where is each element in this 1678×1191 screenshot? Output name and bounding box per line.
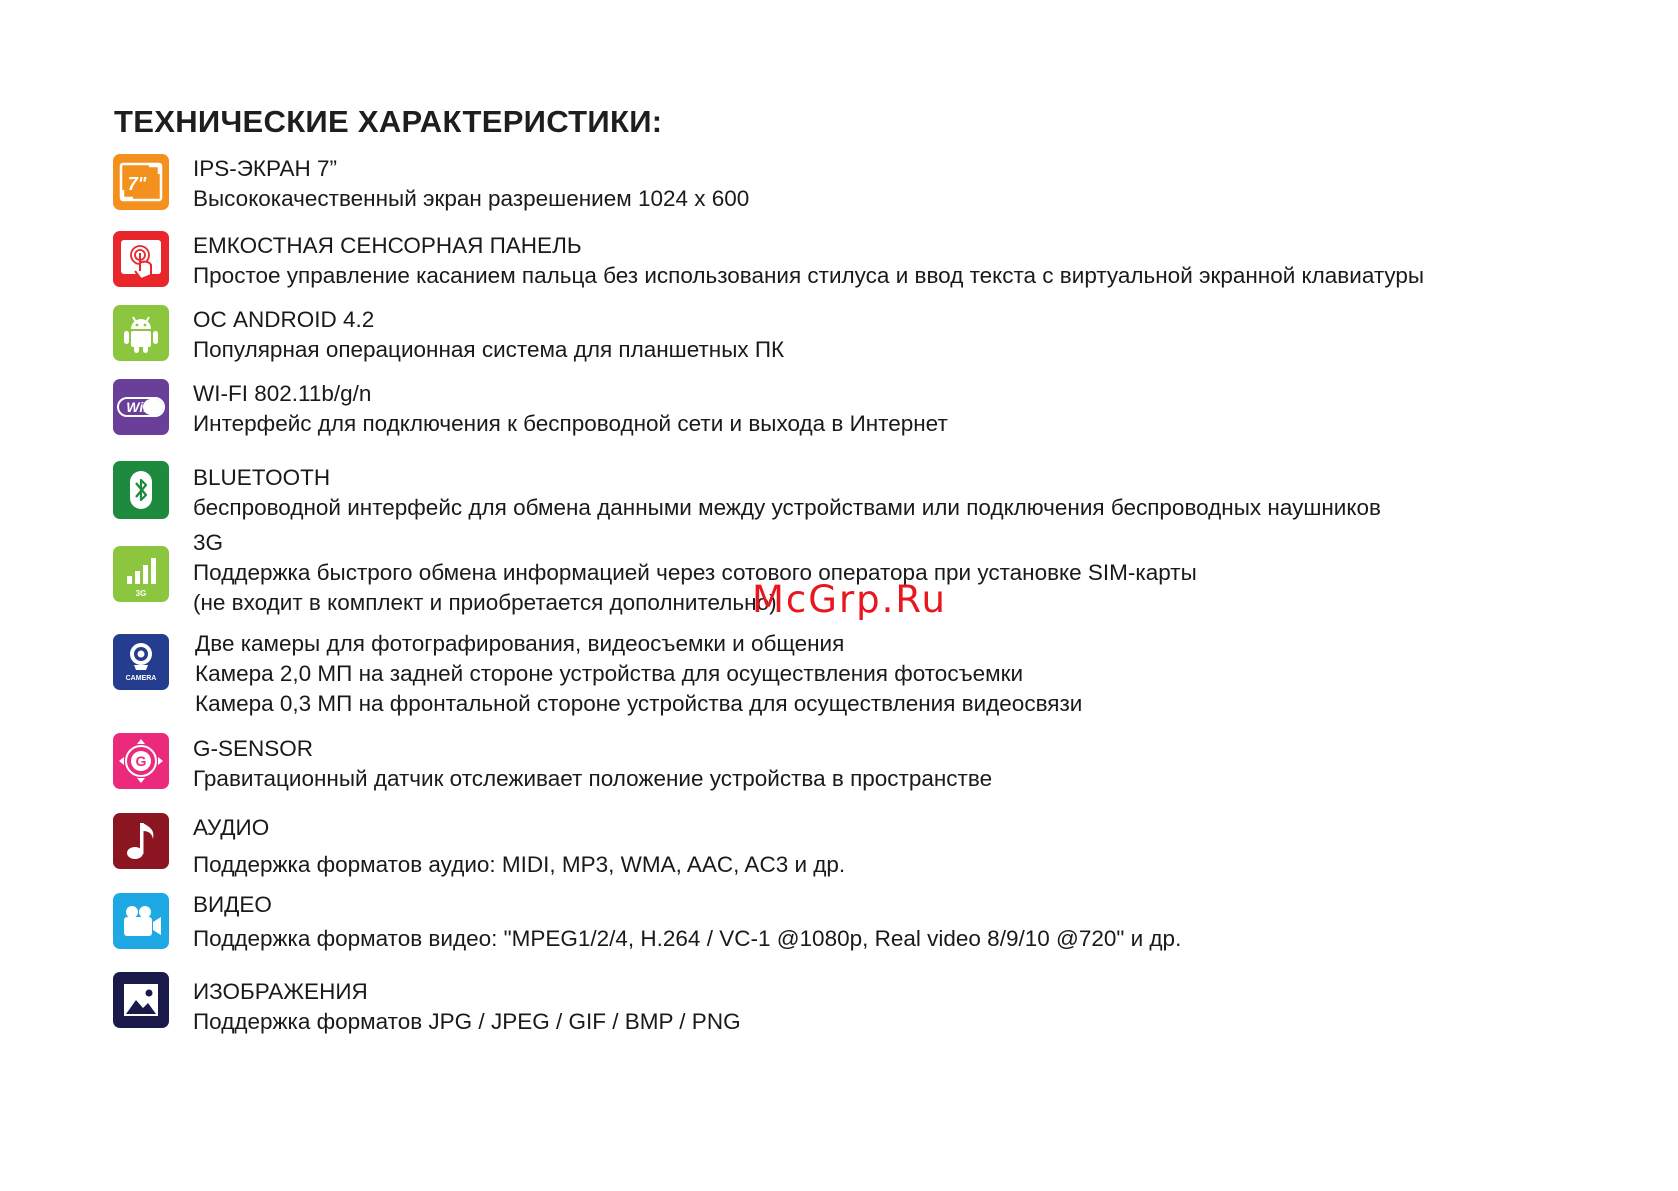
video-camera-icon	[113, 893, 169, 949]
wifi-icon	[113, 379, 169, 435]
feature-text	[193, 528, 1197, 618]
feature-text	[193, 154, 749, 214]
g-sensor-icon-text: G	[135, 753, 147, 769]
feature-description: (не входит в комплект и приобретается дополнительно)	[193, 590, 777, 615]
feature-heading: ОС ANDROID 4.2	[193, 307, 375, 332]
signal-3g-icon	[113, 546, 169, 602]
feature-description: Поддержка быстрого обмена информацией через сотового оператора при установке SIM-карты	[193, 560, 1197, 585]
image-icon	[113, 972, 169, 1028]
feature-description: Интерфейс для подключения к беспроводной сети и выхода в Интернет	[193, 411, 948, 436]
feature-text	[193, 809, 845, 883]
feature-text	[193, 305, 784, 365]
signal-3g-icon-text: 3G	[135, 589, 147, 598]
camera-icon	[113, 634, 169, 690]
feature-heading: G-SENSOR	[193, 736, 314, 761]
feature-description: Поддержка форматов аудио: MIDI, MP3, WMA, AAC, AC3 и др.	[193, 852, 846, 877]
feature-heading: АУДИО	[193, 815, 270, 840]
feature-text	[193, 463, 1381, 523]
feature-text	[193, 888, 1181, 956]
feature-heading: WI-FI 802.11b/g/n	[193, 381, 372, 406]
feature-text	[193, 977, 741, 1037]
music-note-icon	[113, 813, 169, 869]
feature-description: Камера 2,0 МП на задней стороне устройства для осуществления фотосъемки	[195, 661, 1024, 686]
feature-description: беспроводной интерфейс для обмена данными между устройствами или подключения беспроводных наушников	[193, 495, 1381, 520]
feature-description: Поддержка форматов видео: "MPEG1/2/4, H.264 / VC-1 @1080p, Real video 8/9/10 @720" и др.	[193, 926, 1182, 951]
feature-text	[193, 734, 992, 794]
feature-text	[195, 629, 1082, 719]
watermark: McGrp.Ru	[752, 578, 947, 621]
camera-icon-text: CAMERA	[125, 675, 157, 682]
feature-description: Поддержка форматов JPG / JPEG / GIF / BMP / PNG	[193, 1009, 741, 1034]
feature-description: Гравитационный датчик отслеживает положение устройства в пространстве	[193, 766, 993, 791]
feature-heading: Две камеры для фотографирования, видеосъемки и общения	[195, 631, 845, 656]
feature-description: Камера 0,3 МП на фронтальной стороне устройства для осуществления видеосвязи	[195, 691, 1083, 716]
feature-heading: 3G	[193, 530, 224, 555]
feature-text	[193, 231, 1424, 291]
feature-heading: ИЗОБРАЖЕНИЯ	[193, 979, 368, 1004]
g-sensor-icon	[113, 733, 169, 789]
screen-size-icon	[113, 154, 169, 210]
feature-description: Простое управление касанием пальца без использования стилуса и ввод текста с виртуальной экранной клавиатуры	[193, 263, 1425, 288]
screen-size-icon-text: 7"	[127, 174, 147, 194]
feature-description: Популярная операционная система для планшетных ПК	[193, 337, 785, 362]
bluetooth-icon	[113, 461, 169, 519]
page-title: ТЕХНИЧЕСКИЕ ХАРАКТЕРИСТИКИ:	[114, 104, 663, 139]
feature-heading: ВИДЕО	[193, 892, 272, 917]
feature-text	[193, 379, 948, 439]
feature-heading: BLUETOOTH	[193, 465, 331, 490]
feature-heading: IPS-ЭКРАН 7”	[193, 156, 338, 181]
feature-heading: ЕМКОСТНАЯ СЕНСОРНАЯ ПАНЕЛЬ	[193, 233, 582, 258]
android-icon	[113, 305, 169, 361]
touch-panel-icon	[113, 231, 169, 287]
feature-description: Высококачественный экран разрешением 1024 х 600	[193, 186, 750, 211]
wifi-icon-text: WiFi	[126, 399, 156, 415]
